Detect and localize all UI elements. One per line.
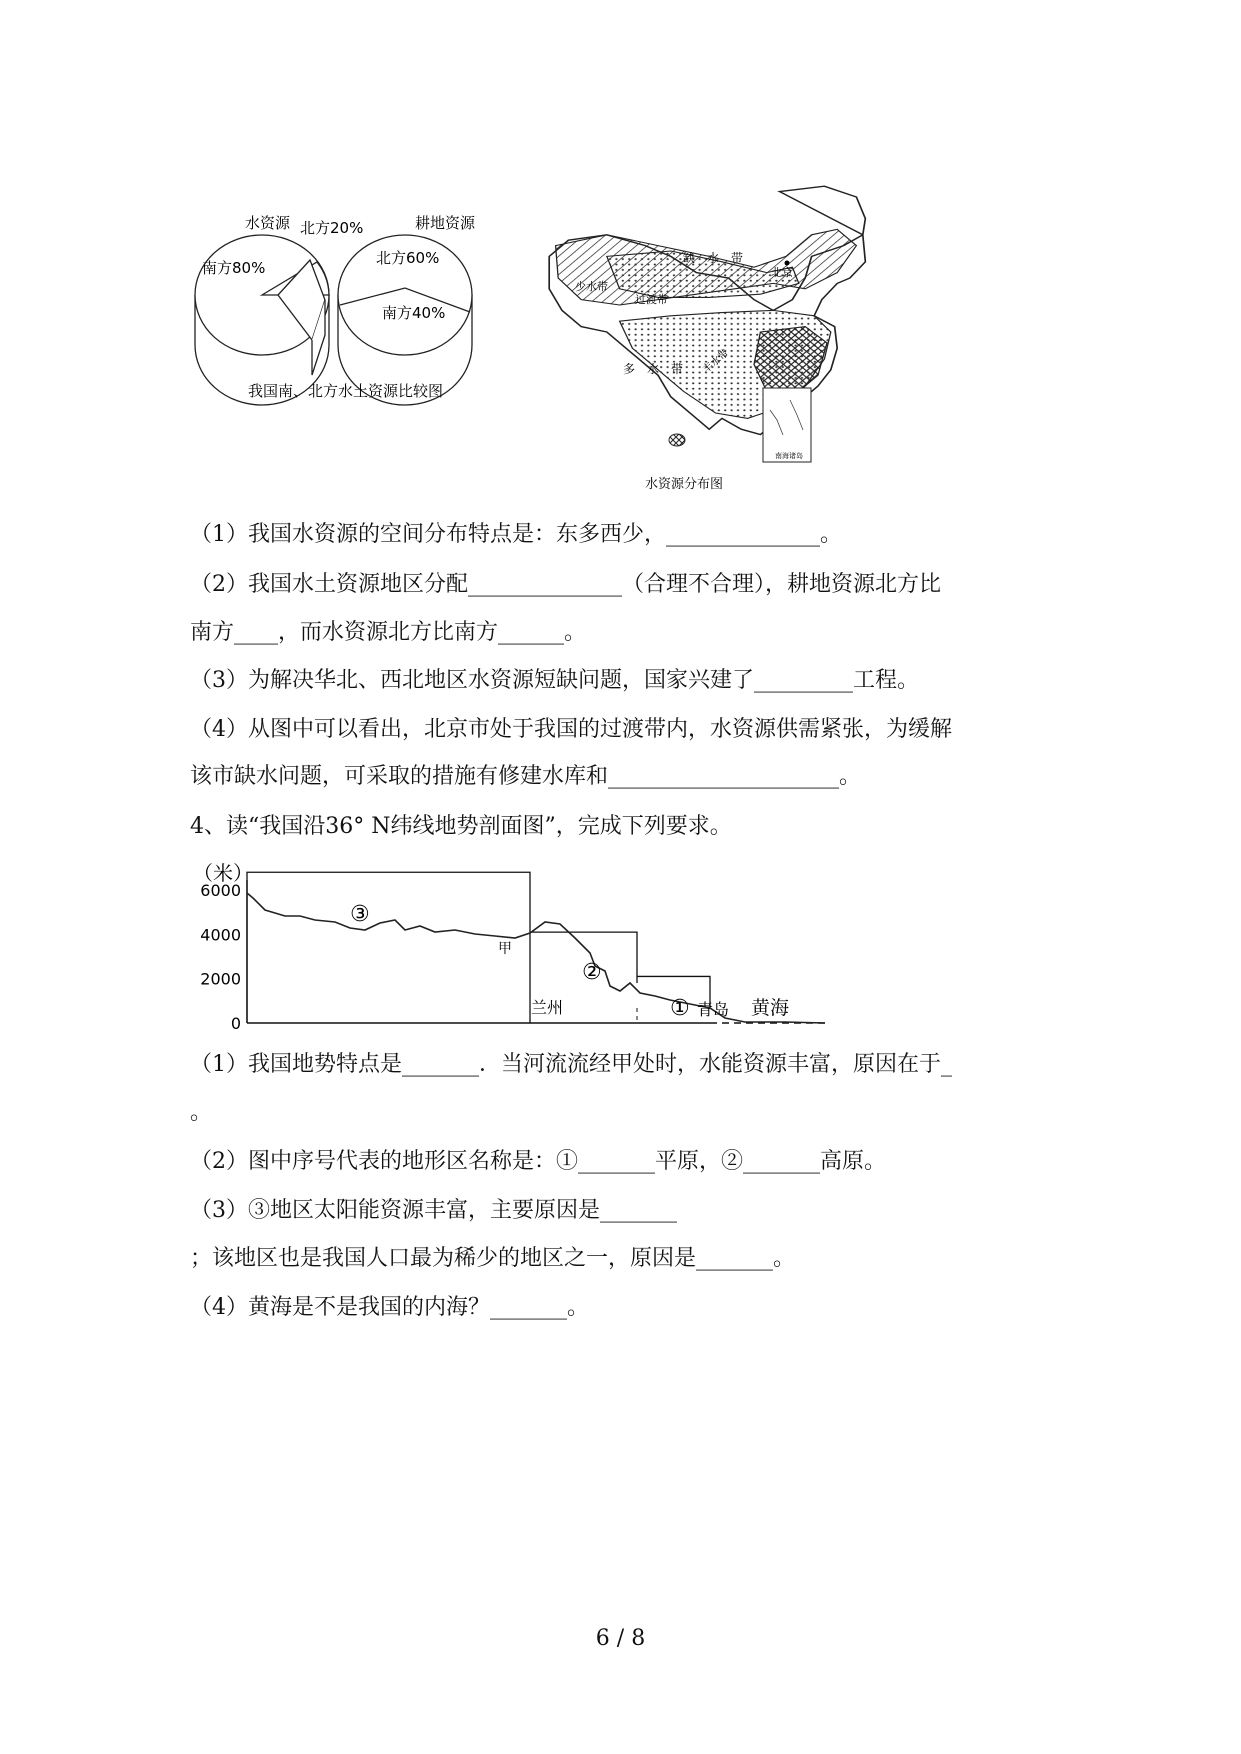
huanghai-label: 黄海 <box>751 997 790 1019</box>
beijing-marker <box>785 261 790 266</box>
q4-line-3: （2）图中序号代表的地形区名称是：①_______平原，②_______高原。 <box>190 1149 886 1174</box>
terrain-profile-chart <box>185 858 905 1038</box>
y-unit-label: （米） <box>193 861 253 885</box>
qingdao-label: 青岛 <box>697 1000 730 1019</box>
south-sea-inset <box>763 388 811 462</box>
water-south-label: 南方80% <box>202 259 266 277</box>
land-north-label: 北方60% <box>376 249 440 267</box>
circled-1: ① <box>670 996 690 1021</box>
water-distribution-map <box>535 170 910 500</box>
label-fengshui: 丰水带 <box>701 347 732 376</box>
lanzhou-label: 兰州 <box>531 998 564 1017</box>
q4-line-6: （4）黄海是不是我国的内海？_______。 <box>190 1295 589 1320</box>
hainan-island <box>669 434 685 446</box>
step-outlines <box>247 872 710 1023</box>
page-number: 6 / 8 <box>595 1626 646 1651</box>
circled-3: ③ <box>350 902 370 927</box>
circled-2: ② <box>582 960 602 985</box>
q3-line-6: 该市缺水问题，可采取的措施有修建水库和_____________________。 <box>190 764 862 789</box>
y-tick-label: 0 <box>230 1014 241 1033</box>
q4-line-2: 。 <box>190 1100 213 1125</box>
y-tick-label: 4000 <box>200 925 241 945</box>
q3-line-5: （4）从图中可以看出，北京市处于我国的过渡带内，水资源供需紧张，为缓解 <box>190 717 952 742</box>
land-pie-title: 耕地资源 <box>415 214 476 232</box>
inset-label: 南海诸岛 <box>775 452 803 460</box>
q3-line-3: 南方____，而水资源北方比南方______。 <box>190 620 587 645</box>
land-south-label: 南方40% <box>382 304 446 322</box>
label-shaoshui: 少水带 <box>575 280 608 293</box>
pie-caption: 我国南、北方水土资源比较图 <box>248 382 444 400</box>
q3-line-4: （3）为解决华北、西北地区水资源短缺问题，国家兴建了_________工程。 <box>190 668 919 693</box>
q3-line-2: （2）我国水土资源地区分配______________（合理不合理），耕地资源北方比 <box>190 572 941 597</box>
label-duoshui: 多 水 带 <box>623 362 684 376</box>
label-beijing: 北京 <box>771 266 793 279</box>
pie-comparison-figure <box>190 200 535 460</box>
q4-line-5: ；该地区也是我国人口最为稀少的地区之一，原因是_______。 <box>190 1246 796 1271</box>
q4-line-1: （1）我国地势特点是_______．当河流流经甲处时，水能资源丰富，原因在于_ <box>190 1052 952 1077</box>
water-north-label: 北方20% <box>300 219 364 237</box>
jia-label: 甲 <box>498 941 512 957</box>
y-axis <box>200 881 241 1033</box>
y-tick-label: 6000 <box>200 881 241 900</box>
water-pie-title: 水资源 <box>245 214 291 232</box>
label-queshui: 缺 水 带 <box>683 251 744 265</box>
map-caption: 水资源分布图 <box>645 477 724 492</box>
q3-line-1: （1）我国水资源的空间分布特点是：东多西少，______________。 <box>190 522 842 547</box>
y-tick-label: 2000 <box>200 969 241 989</box>
step-outline <box>247 872 530 1023</box>
q4-title: 4、读“我国沿36° N纬线地势剖面图”，完成下列要求。 <box>190 814 732 839</box>
label-guodu: 过渡带 <box>635 293 668 306</box>
q4-line-4: （3）③地区太阳能资源丰富，主要原因是_______ <box>190 1198 677 1223</box>
